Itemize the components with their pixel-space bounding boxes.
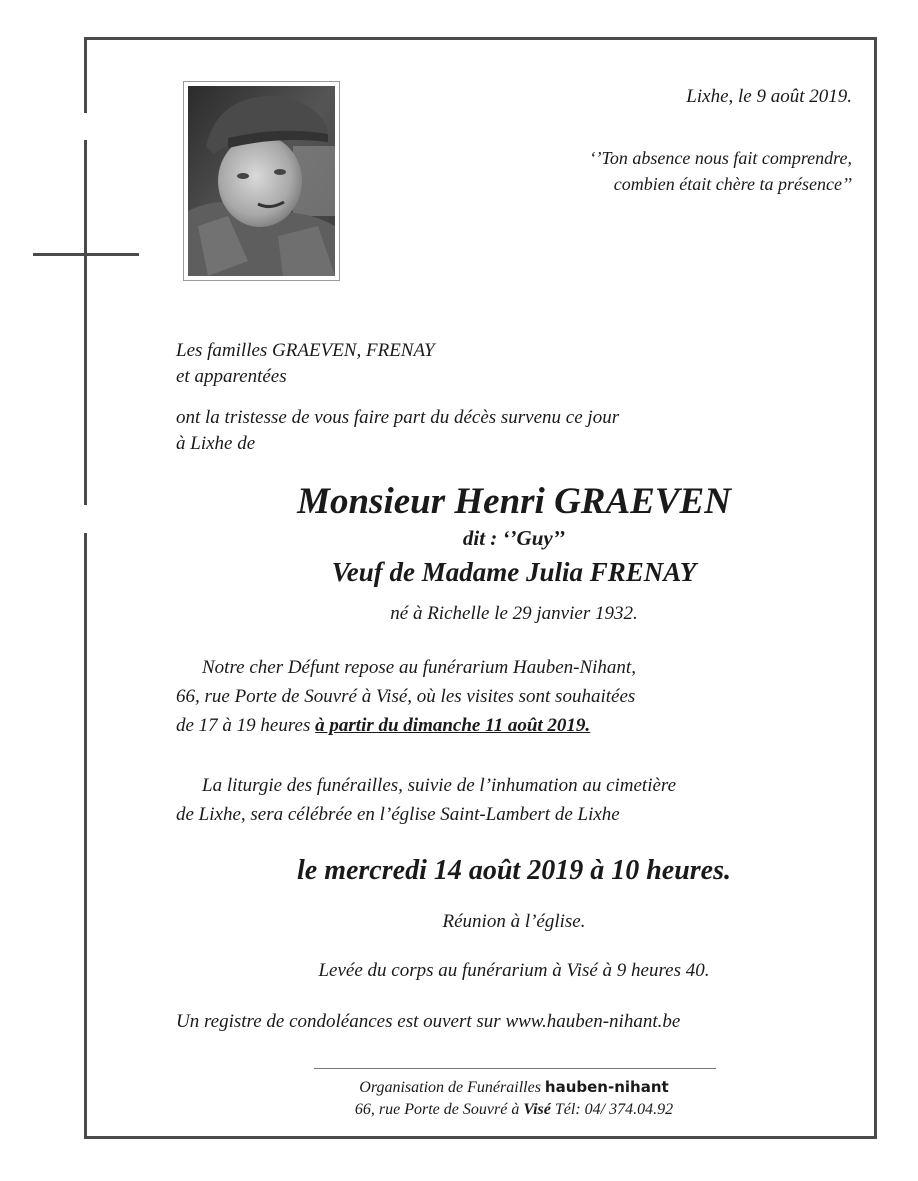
visitation-line: Notre cher Défunt repose au funérarium Hauben-Nihant,	[202, 657, 636, 678]
deceased-nickname: dit : ‘’Guy’’	[462, 526, 566, 550]
families-line: Les familles GRAEVEN, FRENAY	[176, 340, 435, 361]
visitation-hours: de 17 à 19 heures	[176, 715, 316, 736]
funeral-datetime: le mercredi 14 août 2019 à 10 heures.	[297, 855, 731, 886]
announcement-line: ont la tristesse de vous faire part du décès survenu ce jour	[176, 407, 620, 428]
footer-address	[84, 1101, 918, 1119]
families-line: et apparentées	[176, 366, 287, 387]
announcement-block	[176, 405, 619, 457]
footer-phone: Tél: 04/ 374.04.92	[550, 1101, 674, 1118]
footer-organisation	[84, 1078, 918, 1097]
epigraph-quote	[590, 145, 852, 197]
funeral-home-brand: hauben-nihant	[544, 1078, 669, 1096]
deceased-name: Monsieur Henri GRAEVEN	[297, 481, 731, 522]
cross-horizontal	[33, 253, 139, 256]
funeral-line: La liturgie des funérailles, suivie de l’inhumation au cimetière	[202, 775, 677, 796]
cross-vertical	[84, 140, 87, 505]
widower-line: Veuf de Madame Julia FRENAY	[331, 557, 697, 587]
portrait-image	[188, 86, 335, 276]
announcement-line: à Lixhe de	[176, 433, 256, 454]
place-date: Lixhe, le 9 août 2019.	[686, 86, 852, 107]
condolence-register-line: Un registre de condoléances est ouvert sur www.hauben-nihant.be	[176, 1011, 681, 1032]
funeral-paragraph	[176, 771, 676, 829]
birth-line: né à Richelle le 29 janvier 1932.	[390, 603, 638, 624]
portrait-photo	[183, 81, 340, 281]
visitation-line: 66, rue Porte de Souvré à Visé, où les visites sont souhaitées	[176, 686, 636, 707]
footer-divider	[314, 1068, 716, 1069]
footer-street: 66, rue Porte de Souvré à	[354, 1101, 524, 1118]
lifting-line: Levée du corps au funérarium à Visé à 9 heures 40.	[318, 960, 710, 981]
footer-city: Visé	[523, 1101, 551, 1118]
funeral-line: de Lixhe, sera célébrée en l’église Saint-Lambert de Lixhe	[176, 804, 620, 825]
quote-line: ‘’Ton absence nous fait comprendre,	[589, 148, 852, 168]
visitation-line	[176, 711, 636, 740]
visitation-start-date: à partir du dimanche 11 août 2019.	[315, 715, 591, 736]
quote-line: combien était chère ta présence’’	[613, 174, 852, 194]
families-block	[176, 338, 435, 390]
footer-org-label: Organisation de Funérailles	[359, 1079, 545, 1096]
visitation-paragraph	[176, 653, 636, 740]
meeting-line: Réunion à l’église.	[442, 911, 586, 932]
border-gap	[80, 113, 92, 141]
